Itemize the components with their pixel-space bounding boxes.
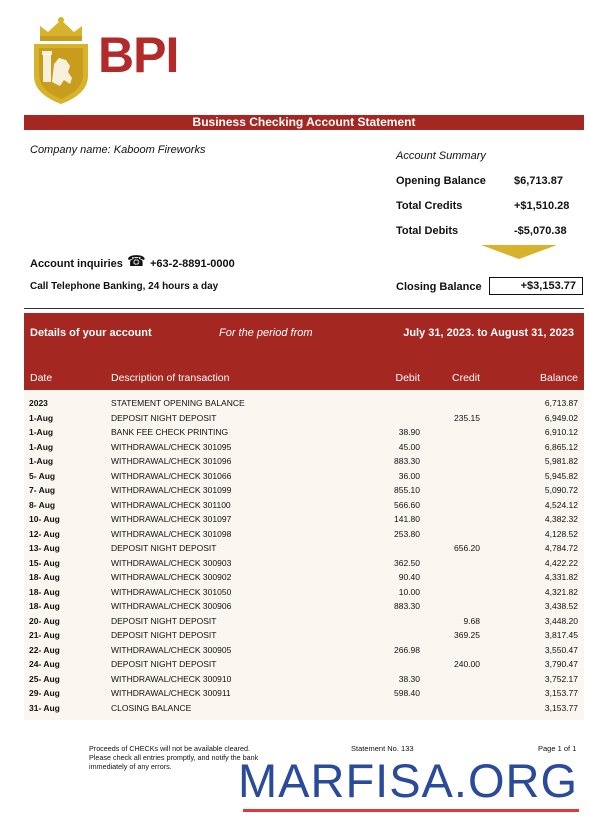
telephone-banking-note: Call Telephone Banking, 24 hours a day xyxy=(30,281,219,292)
column-header-description: Description of transaction xyxy=(111,372,230,384)
cell-date: 2023 xyxy=(29,398,48,408)
cell-date: 31- Aug xyxy=(29,702,60,713)
table-row xyxy=(24,672,584,687)
cell-credit: 9.68 xyxy=(463,615,480,626)
details-title: Details of your account xyxy=(30,327,152,339)
cell-description: DEPOSIT NIGHT DEPOSIT xyxy=(111,412,217,423)
down-arrow-icon xyxy=(481,245,557,259)
table-row xyxy=(24,686,584,701)
cell-debit: 566.60 xyxy=(394,499,420,510)
table-row xyxy=(24,628,584,643)
cell-balance: 6,910.12 xyxy=(544,427,578,437)
column-header-credit: Credit xyxy=(452,372,481,384)
cell-description: CLOSING BALANCE xyxy=(111,702,192,713)
table-row xyxy=(24,541,584,556)
table-row xyxy=(24,454,584,469)
cell-description: WITHDRAWAL/CHECK 300911 xyxy=(111,688,231,698)
bpi-crest-icon xyxy=(26,14,96,106)
closing-balance-label: Closing Balance xyxy=(396,281,482,293)
account-inquiries-label: Account inquiries xyxy=(30,258,123,270)
cell-date: 13- Aug xyxy=(29,543,60,553)
watermark-underline xyxy=(243,809,579,812)
phone-number[interactable]: +63-2-8891-0000 xyxy=(150,258,235,270)
cell-date: 20- Aug xyxy=(29,615,60,626)
column-header-balance: Balance xyxy=(540,372,578,384)
company-name: Company name: Kaboom Fireworks xyxy=(30,144,206,156)
cell-balance: 4,524.12 xyxy=(544,499,578,510)
cell-balance: 5,945.82 xyxy=(544,470,578,481)
cell-debit: 90.40 xyxy=(398,572,420,582)
account-details-header xyxy=(24,313,584,390)
cell-balance: 3,817.45 xyxy=(544,630,578,640)
section-divider xyxy=(24,308,584,309)
cell-date: 25- Aug xyxy=(29,673,60,684)
table-row xyxy=(24,425,584,440)
cell-description: DEPOSIT NIGHT DEPOSIT xyxy=(111,615,217,626)
cell-balance: 4,331.82 xyxy=(544,572,578,582)
cell-balance: 6,949.02 xyxy=(544,412,578,423)
cell-debit: 598.40 xyxy=(394,688,420,698)
cell-description: WITHDRAWAL/CHECK 300903 xyxy=(111,557,232,568)
cell-description: BANK FEE CHECK PRINTING xyxy=(111,427,229,437)
cell-balance: 4,422.22 xyxy=(544,557,578,568)
table-row xyxy=(24,614,584,629)
cell-description: WITHDRAWAL/CHECK 301098 xyxy=(111,528,232,539)
cell-date: 1-Aug xyxy=(29,441,54,452)
cell-credit: 240.00 xyxy=(454,659,480,669)
cell-date: 18- Aug xyxy=(29,572,60,582)
statement-number: Statement No. 133 xyxy=(351,744,414,753)
phone-icon: ☎ xyxy=(127,253,146,270)
cell-description: WITHDRAWAL/CHECK 300906 xyxy=(111,601,232,611)
footer-note: Proceeds of CHECKs will not be available cleared. Please check all entries promptly, and notify the bank immediately of any errors. xyxy=(89,744,259,771)
opening-balance-label: Opening Balance xyxy=(396,175,486,187)
cell-date: 1-Aug xyxy=(29,456,54,466)
bpi-logo xyxy=(26,14,206,106)
cell-date: 1-Aug xyxy=(29,412,54,423)
cell-date: 5- Aug xyxy=(29,470,56,481)
cell-description: STATEMENT OPENING BALANCE xyxy=(111,398,245,408)
column-header-debit: Debit xyxy=(395,372,420,384)
cell-balance: 4,784.72 xyxy=(544,543,578,553)
cell-description: WITHDRAWAL/CHECK 300910 xyxy=(111,673,232,684)
cell-balance: 4,382.32 xyxy=(544,514,578,524)
watermark-text: MARFISA.ORG xyxy=(238,754,579,807)
cell-description: WITHDRAWAL/CHECK 301099 xyxy=(111,485,232,495)
cell-description: WITHDRAWAL/CHECK 301050 xyxy=(111,586,232,597)
cell-date: 12- Aug xyxy=(29,528,60,539)
column-header-date: Date xyxy=(30,372,53,384)
cell-balance: 5,981.82 xyxy=(544,456,578,466)
cell-description: DEPOSIT NIGHT DEPOSIT xyxy=(111,630,217,640)
cell-description: WITHDRAWAL/CHECK 301096 xyxy=(111,456,232,466)
cell-description: WITHDRAWAL/CHECK 301097 xyxy=(111,514,232,524)
cell-date: 18- Aug xyxy=(29,601,60,611)
cell-credit: 656.20 xyxy=(454,543,480,553)
table-row xyxy=(24,643,584,658)
closing-balance-value: +$3,153.77 xyxy=(489,277,583,295)
cell-debit: 855.10 xyxy=(394,485,420,495)
cell-balance: 6,865.12 xyxy=(544,441,578,452)
cell-debit: 10.00 xyxy=(398,586,420,597)
opening-balance-value: $6,713.87 xyxy=(514,175,563,187)
table-row xyxy=(24,498,584,513)
table-row xyxy=(24,411,584,426)
total-debits-value: -$5,070.38 xyxy=(514,225,567,237)
cell-credit: 369.25 xyxy=(454,630,480,640)
cell-debit: 38.90 xyxy=(398,427,420,437)
cell-description: DEPOSIT NIGHT DEPOSIT xyxy=(111,659,217,669)
cell-balance: 3,448.20 xyxy=(544,615,578,626)
table-row xyxy=(24,585,584,600)
cell-debit: 883.30 xyxy=(394,456,420,466)
total-credits-label: Total Credits xyxy=(396,200,463,212)
cell-date: 10- Aug xyxy=(29,514,60,524)
cell-date: 7- Aug xyxy=(29,485,56,495)
cell-debit: 38.30 xyxy=(398,673,420,684)
cell-description: WITHDRAWAL/CHECK 301100 xyxy=(111,499,231,510)
account-summary-title: Account Summary xyxy=(396,150,486,162)
cell-debit: 362.50 xyxy=(394,557,420,568)
cell-balance: 5,090.72 xyxy=(544,485,578,495)
table-row xyxy=(24,512,584,527)
table-row xyxy=(24,556,584,571)
table-row xyxy=(24,599,584,614)
table-row xyxy=(24,396,584,411)
cell-balance: 3,752.17 xyxy=(544,673,578,684)
cell-debit: 253.80 xyxy=(394,528,420,539)
cell-balance: 4,128.52 xyxy=(544,528,578,539)
cell-date: 1-Aug xyxy=(29,427,54,437)
cell-description: WITHDRAWAL/CHECK 300902 xyxy=(111,572,232,582)
cell-debit: 141.80 xyxy=(394,514,420,524)
cell-date: 8- Aug xyxy=(29,499,56,510)
table-row xyxy=(24,570,584,585)
table-row xyxy=(24,469,584,484)
cell-date: 29- Aug xyxy=(29,688,60,698)
cell-debit: 883.30 xyxy=(394,601,420,611)
table-row xyxy=(24,701,584,716)
cell-date: 21- Aug xyxy=(29,630,60,640)
cell-balance: 3,438.52 xyxy=(544,601,578,611)
statement-title: Business Checking Account Statement xyxy=(24,115,584,130)
total-debits-label: Total Debits xyxy=(396,225,459,237)
table-row xyxy=(24,657,584,672)
cell-description: DEPOSIT NIGHT DEPOSIT xyxy=(111,543,217,553)
cell-balance: 3,790.47 xyxy=(544,659,578,669)
bpi-wordmark: BPI xyxy=(98,27,179,83)
cell-debit: 266.98 xyxy=(394,644,420,655)
cell-balance: 6,713.87 xyxy=(544,398,578,408)
cell-balance: 4,321.82 xyxy=(544,586,578,597)
cell-credit: 235.15 xyxy=(454,412,480,423)
cell-date: 15- Aug xyxy=(29,557,60,568)
transactions-table xyxy=(24,396,584,715)
cell-balance: 3,550.47 xyxy=(544,644,578,655)
cell-description: WITHDRAWAL/CHECK 300905 xyxy=(111,644,232,655)
cell-debit: 36.00 xyxy=(398,470,420,481)
table-row xyxy=(24,527,584,542)
period-range: July 31, 2023. to August 31, 2023 xyxy=(403,327,574,339)
cell-date: 18- Aug xyxy=(29,586,60,597)
total-credits-value: +$1,510.28 xyxy=(514,200,570,212)
cell-debit: 45.00 xyxy=(398,441,420,452)
page-indicator: Page 1 of 1 xyxy=(538,744,577,753)
period-label: For the period from xyxy=(219,327,313,339)
cell-balance: 3,153.77 xyxy=(544,702,578,713)
cell-date: 24- Aug xyxy=(29,659,60,669)
cell-description: WITHDRAWAL/CHECK 301095 xyxy=(111,441,232,452)
table-row xyxy=(24,440,584,455)
cell-description: WITHDRAWAL/CHECK 301066 xyxy=(111,470,232,481)
cell-date: 22- Aug xyxy=(29,644,60,655)
cell-balance: 3,153.77 xyxy=(544,688,578,698)
table-row xyxy=(24,483,584,498)
